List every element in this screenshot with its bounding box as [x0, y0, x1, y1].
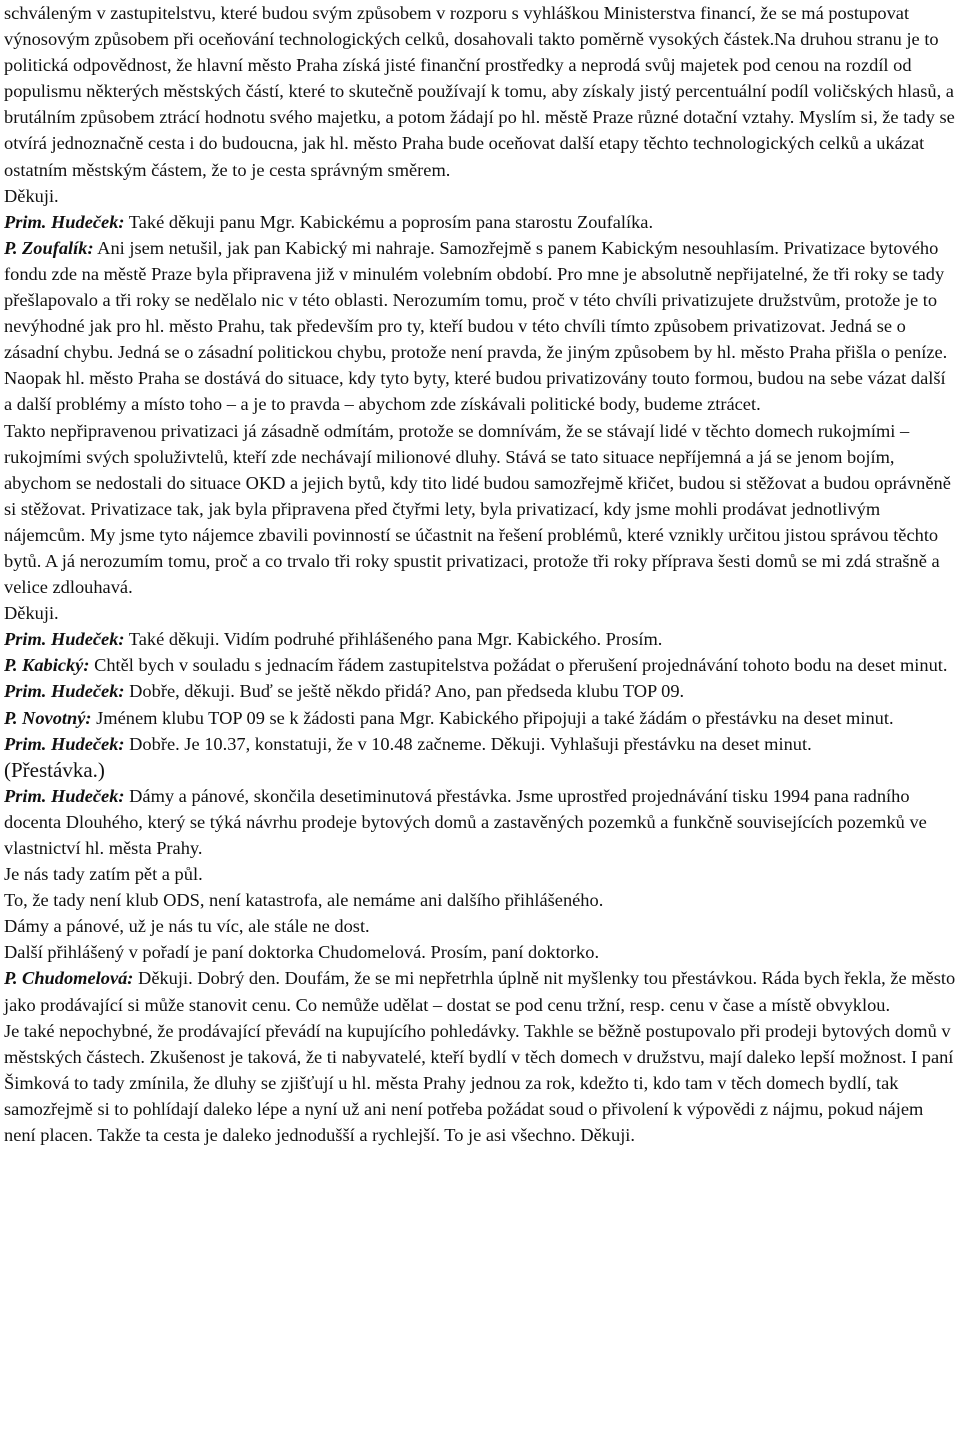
speaker-label: Prim. Hudeček: [4, 629, 125, 650]
paragraph-text: Děkuji. [4, 603, 59, 624]
transcript-paragraph [4, 731, 956, 757]
paragraph-text: Dobře, děkuji. Buď se ještě někdo přidá? Ano, pan předseda klubu TOP 09. [124, 681, 685, 702]
speaker-label: P. Zoufalík: [4, 237, 94, 258]
recess-note [4, 757, 956, 783]
paragraph-text: Děkuji. Dobrý den. Doufám, že se mi nepřetrhla úplně nit myšlenky tou přestávkou. Ráda bych řekla, že město jako prodávající si může stanovit cenu. Co nemůže udělat – dostat se pod cenu tržní, resp. cenu v čase a místě obvyklou. [4, 968, 956, 1015]
transcript-paragraph [4, 965, 956, 1017]
paragraph-text: Také děkuji. Vidím podruhé přihlášeného pana Mgr. Kabického. Prosím. [124, 629, 663, 650]
paragraph-text: Dámy a pánové, už je nás tu víc, ale stále ne dost. [4, 916, 370, 937]
paragraph-text: Je nás tady zatím pět a půl. [4, 864, 203, 885]
paragraph-text: To, že tady není klub ODS, není katastrofa, ale nemáme ani dalšího přihlášeného. [4, 890, 604, 911]
paragraph-text: Děkuji. [4, 185, 59, 206]
paragraph-text: Také děkuji panu Mgr. Kabickému a poprosím pana starostu Zoufalíka. [124, 211, 654, 232]
speaker-label: P. Novotný: [4, 707, 92, 728]
transcript-paragraph [4, 183, 956, 209]
transcript-paragraph [4, 235, 956, 418]
paragraph-text: Chtěl bych v souladu s jednacím řádem zastupitelstva požádat o přerušení projednávání tohoto bodu na deset minut. [89, 655, 948, 676]
paragraph-text: Dobře. Je 10.37, konstatuji, že v 10.48 začneme. Děkuji. Vyhlašuji přestávku na deset minut. [124, 733, 812, 754]
paragraph-text: schváleným v zastupitelstvu, které budou svým způsobem v rozporu s vyhláškou Ministerstva financí, že se má postupovat výnosovým způsobem při oceňování technologických celků, dosahovali takto poměrně vysokých částek.Na druhou stranu je to politická odpovědnost, že hlavní město Praha získá jisté finanční prostředky a neprodá svůj majetek pod cenou na rozdíl od populismu některých městských částí, které to skutečně používají k tomu, aby získaly jistý percentuální podíl voličských hlasů, a brutálním způsobem ztrácí hodnotu svého majetku, a potom žádají po hl. městě Praze různé dotační vztahy. Myslím si, že tady se otvírá jednoznačně cesta i do budoucna, jak hl. město Praha bude oceňovat další etapy těchto technologických celků a ukázat ostatním městským částem, že to je cesta správným směrem. [4, 3, 955, 180]
transcript-paragraph [4, 678, 956, 704]
speaker-label: Prim. Hudeček: [4, 681, 125, 702]
speaker-label: Prim. Hudeček: [4, 785, 125, 806]
speaker-label: Prim. Hudeček: [4, 211, 125, 232]
paragraph-text: Dámy a pánové, skončila desetiminutová přestávka. Jsme uprostřed projednávání tisku 1994 pana radního docenta Dlouhého, který se týká návrhu prodeje bytových domů a zastavěných pozemků a funkčně souvisejících pozemků ve vlastnictví hl. města Prahy. [4, 785, 927, 858]
paragraph-text: Takto nepřipravenou privatizaci já zásadně odmítám, protože se domnívám, že se stávají lidé v těchto domech rukojmími – rukojmími svých spoluživtelů, kteří zde nechávají milionové dluhy. Stává se tato situace nepříjemná a já se jenom bojím, abychom se nedostali do situace OKD a jejich bytů, kdy tito lidé budou samozřejmě křičet, budou si stěžovat a budou oprávněně si stěžovat. Privatizace tak, jak byla připravena před čtyřmi lety, byla privatizací, kdy jsme mohli prodávat jednotlivým nájemcům. My jsme tyto nájemce zbavili povinností se účastnit na řešení problémů, které vznikly určitou jistou správou těchto bytů. A já nerozumím tomu, proč a co trvalo tři roky spustit privatizaci, protože tři roky příprava šesti domů se mi zdá strašně a velice zdlouhavá. [4, 420, 951, 598]
speaker-label: P. Kabický: [4, 655, 90, 676]
transcript-paragraph [4, 783, 956, 861]
transcript-paragraph [4, 887, 956, 913]
speaker-label: P. Chudomelová: [4, 968, 134, 989]
transcript-paragraph [4, 626, 956, 652]
paragraph-text: Ani jsem netušil, jak pan Kabický mi nahraje. Samozřejmě s panem Kabickým nesouhlasím. Privatizace bytového fondu zde na městě Praze byla připravena již v minulém volebním období. Pro mne je absolutně nepřijatelné, že tři roky se tady přešlapovalo a tři roky se nedělalo nic v této oblasti. Nerozumím tomu, proč v této chvíli privatizujete družstvům, protože je to nevýhodné jak pro hl. město Prahu, tak především pro ty, kteří budou v této chvíli tímto způsobem privatizovat. Jedná se o zásadní chybu. Jedná se o zásadní politickou chybu, protože není pravda, že jiným způsobem by hl. město Praha přišla o peníze. Naopak hl. město Praha se dostává do situace, kdy tyto byty, které budou privatizovány touto formou, budou na sebe vázat další a další problémy a místo toho – a je to pravda – abychom zde získávali politické body, budeme ztrácet. [4, 237, 948, 415]
transcript-paragraph [4, 861, 956, 887]
transcript-paragraph [4, 600, 956, 626]
paragraph-text: (Přestávka.) [4, 757, 105, 782]
paragraph-text: Je také nepochybné, že prodávající převádí na kupujícího pohledávky. Takhle se běžně postupovalo při prodeji bytových domů v městských částech. Zkušenost je taková, že ti nabyvatelé, kteří bydlí v těch domech v družstvu, mají daleko lepší možnost. I paní Šimková to tady zmínila, že dluhy se zjišťují u hl. města Prahy jednou za rok, kdežto ti, kdo tam v těch domech bydlí, tak samozřejmě si to pohlídají daleko lépe a nyní už ani není potřeba požádat soud o přivolení k výpovědi z nájmu, pokud nájem není placen. Takže ta cesta je daleko jednodušší a rychlejší. To je asi všechno. Děkuji. [4, 1020, 954, 1146]
paragraph-text: Další přihlášený v pořadí je paní doktorka Chudomelová. Prosím, paní doktorko. [4, 942, 600, 963]
transcript-paragraph [4, 0, 956, 183]
transcript-paragraph [4, 1018, 956, 1148]
transcript-paragraph [4, 652, 956, 678]
transcript-paragraph [4, 418, 956, 601]
transcript-paragraph [4, 939, 956, 965]
transcript-paragraph [4, 209, 956, 235]
transcript-paragraph [4, 913, 956, 939]
transcript-paragraph [4, 705, 956, 731]
paragraph-text: Jménem klubu TOP 09 se k žádosti pana Mgr. Kabického připojuji a také žádám o přestávku na deset minut. [91, 707, 894, 728]
speaker-label: Prim. Hudeček: [4, 733, 125, 754]
